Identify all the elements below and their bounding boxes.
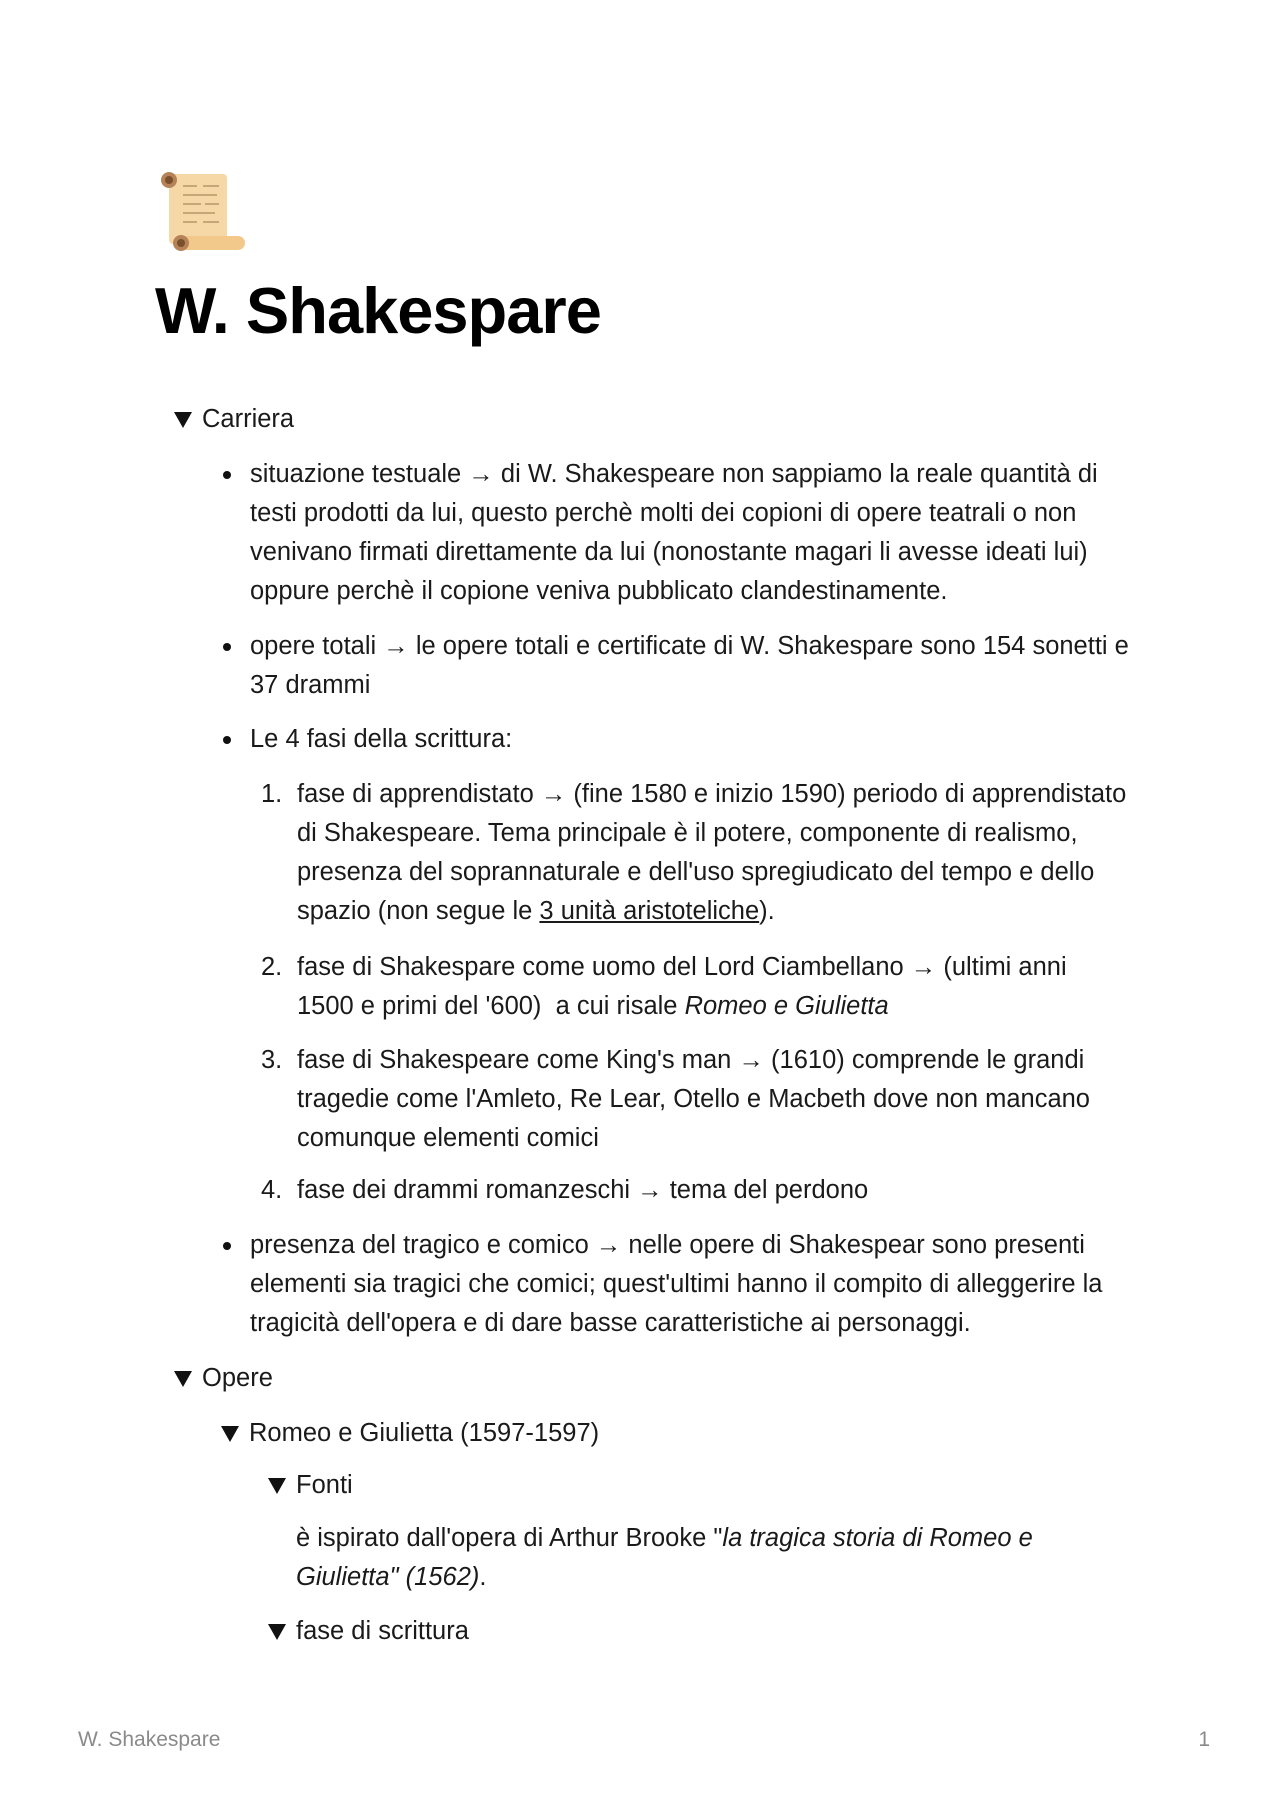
toggle-open-icon[interactable] xyxy=(174,412,192,428)
footer-page-number: 1 xyxy=(1198,1728,1210,1751)
list-item xyxy=(250,1226,1130,1343)
toggle-open-icon[interactable] xyxy=(268,1624,286,1640)
page-title: W. Shakespare xyxy=(155,274,601,347)
toggle-label: fase di scrittura xyxy=(296,1617,469,1645)
numbered-item xyxy=(261,1171,1127,1210)
toggle-carriera[interactable] xyxy=(202,400,294,439)
item-text: fase di apprendistato → (fine 1580 e inizio 1590) periodo di apprendistato di Shakespeare. Tema principale è il potere, componente di realismo, presenza del soprannaturale e dell'uso spregiudicato del tempo e dello spazio (non segue le xyxy=(297,780,1127,925)
numbered-item xyxy=(261,948,1127,1026)
toggle-label: Carriera xyxy=(202,405,295,433)
toggle-label: Opere xyxy=(202,1364,273,1392)
bullet-icon xyxy=(223,1242,231,1250)
list-item xyxy=(250,627,1130,705)
numbered-item xyxy=(261,1041,1127,1158)
book-title-italic: la tragica storia di Romeo e Giulietta" (1562) xyxy=(296,1524,1033,1591)
paragraph-text-end: . xyxy=(479,1563,487,1591)
fonti-paragraph xyxy=(296,1519,1126,1597)
list-item xyxy=(250,720,1130,759)
bullet-icon xyxy=(223,736,231,744)
paragraph-text: è ispirato dall'opera di Arthur Brooke " xyxy=(296,1524,723,1552)
item-text: fase dei drammi romanzeschi → tema del perdono xyxy=(297,1176,869,1204)
list-item-text: opere totali → le opere totali e certificate di W. Shakespare sono 154 sonetti e 37 drammi xyxy=(250,632,1129,699)
toggle-open-icon[interactable] xyxy=(221,1426,239,1442)
item-text: fase di Shakespeare come King's man → (1610) comprende le grandi tragedie come l'Amleto, Re Lear, Otello e Macbeth dove non mancano comunque elementi comici xyxy=(297,1046,1090,1152)
item-number: 2. xyxy=(261,953,283,981)
bullet-icon xyxy=(223,471,231,479)
list-item-text: Le 4 fasi della scrittura: xyxy=(250,725,513,753)
list-item-text: presenza del tragico e comico → nelle opere di Shakespear sono presenti elementi sia tragici che comici; quest'ultimi hanno il compito di alleggerire la tragicità dell'opera e di dare basse caratteristiche ai personaggi. xyxy=(250,1231,1103,1337)
toggle-opere[interactable] xyxy=(202,1359,273,1398)
toggle-romeo-giulietta[interactable] xyxy=(249,1414,599,1453)
toggle-open-icon[interactable] xyxy=(268,1478,286,1494)
item-number: 4. xyxy=(261,1176,283,1204)
item-text: fase di Shakespare come uomo del Lord Ciambellano → (ultimi anni 1500 e primi del '600) a cui risale xyxy=(297,953,1074,1020)
toggle-fase-scrittura[interactable] xyxy=(296,1612,469,1651)
footer-doc-title: W. Shakespare xyxy=(78,1728,221,1751)
item-text-end: ). xyxy=(759,897,775,925)
scroll-icon xyxy=(157,170,247,255)
item-number: 1. xyxy=(261,780,283,808)
numbered-item xyxy=(261,775,1127,931)
item-italic-text: Romeo e Giulietta xyxy=(684,992,889,1020)
toggle-label: Romeo e Giulietta (1597-1597) xyxy=(249,1419,600,1447)
list-item-text: situazione testuale → di W. Shakespeare non sappiamo la reale quantità di testi prodotti da lui, questo perchè molti dei copioni di opere teatrali o non venivano firmati direttamente da lui (nonostante magari li avesse ideati lui) oppure perchè il copione veniva pubblicato clandestinamente. xyxy=(250,460,1098,605)
toggle-open-icon[interactable] xyxy=(174,1371,192,1387)
toggle-label: Fonti xyxy=(296,1471,353,1499)
toggle-fonti[interactable] xyxy=(296,1466,353,1505)
bullet-icon xyxy=(223,643,231,651)
list-item xyxy=(250,455,1130,611)
item-number: 3. xyxy=(261,1046,283,1074)
aristotelian-unities-link[interactable]: 3 unità aristoteliche xyxy=(539,897,760,925)
